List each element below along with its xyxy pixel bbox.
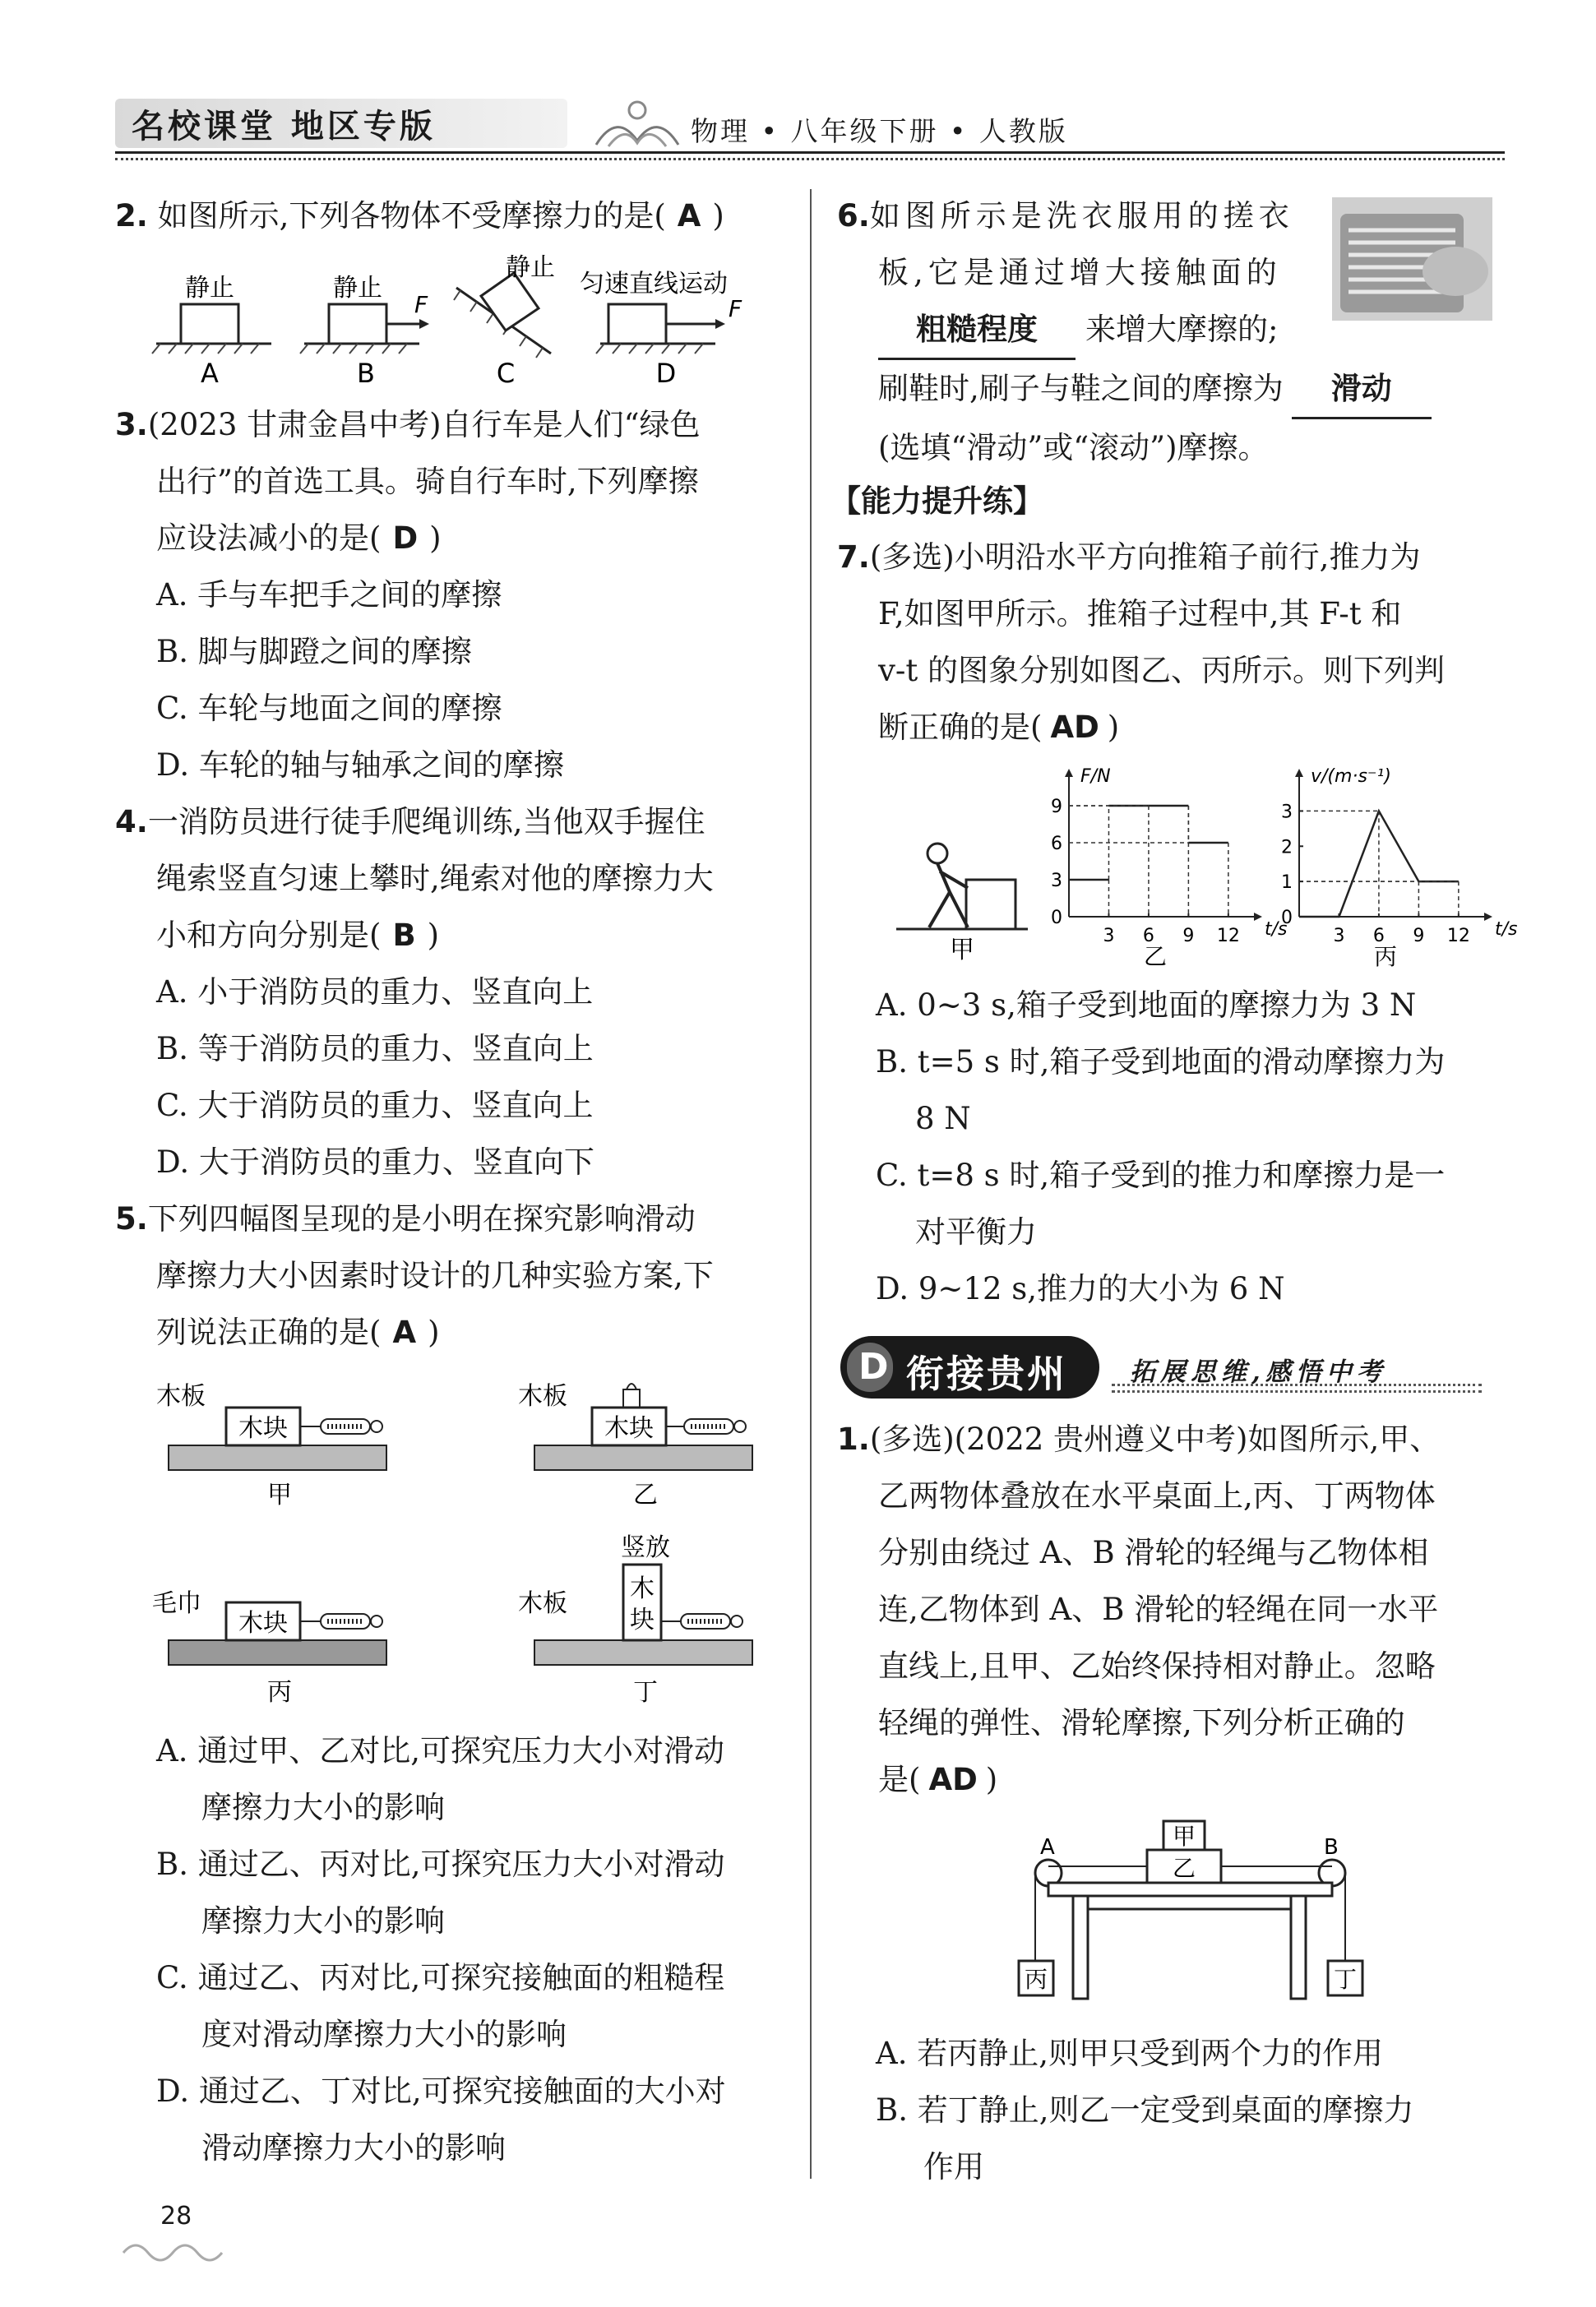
q2-block-d	[608, 304, 666, 344]
q2-caption-c: C	[496, 358, 516, 389]
d1-line3: 分别由绕过 A、B 滑轮的轻绳与乙物体相	[878, 1535, 1429, 1570]
q5-block-label-jia: 木块	[238, 1414, 288, 1443]
q3-number: 3.	[115, 407, 148, 442]
d1-block-ding-label: 丁	[1333, 1966, 1358, 1993]
q5-line2: 摩擦力大小因素时设计的几种实验方案,下	[156, 1258, 714, 1293]
chart-bing-x-arrow	[1484, 913, 1492, 921]
q5-line3: 列说法正确的是(	[156, 1315, 382, 1350]
q6-number: 6.	[837, 198, 870, 233]
q7-chart-bing	[1266, 766, 1518, 970]
d1-line1: (多选)(2022 贵州遵义中考)如图所示,甲、	[869, 1422, 1441, 1457]
d1-line5: 直线上,且甲、乙始终保持相对静止。忽略	[878, 1648, 1436, 1684]
section-ability: 【能力提升练】	[830, 483, 1043, 519]
q5-close: )	[428, 1315, 440, 1350]
q5-option-a-cont: 摩擦力大小的影响	[201, 1790, 445, 1825]
q2-figure	[148, 251, 789, 391]
chart-bing-x-tick: 12	[1446, 926, 1470, 946]
q7-option-b: B. t=5 s 时,箱子受到地面的滑动摩擦力为	[876, 1044, 1446, 1080]
q5-towel-label-bing: 毛巾	[152, 1589, 201, 1618]
q4-option-b: B. 等于消防员的重力、竖直向上	[156, 1031, 594, 1066]
chart-yi-y-arrow	[1065, 769, 1073, 777]
page-ornament-icon	[119, 2236, 243, 2261]
chart-yi-y-label: F/N	[1080, 766, 1111, 787]
chart-yi-x-tick: 6	[1142, 926, 1154, 946]
page-number: 28	[160, 2202, 192, 2231]
section-d-banner	[840, 1336, 1465, 1399]
d1-block-jia-label: 甲	[1172, 1823, 1196, 1850]
q5-caption-bing: 丙	[267, 1678, 292, 1707]
d1-option-a: A. 若丙静止,则甲只受到两个力的作用	[876, 2036, 1384, 2071]
q5-board-label-ding: 木板	[518, 1589, 567, 1618]
d1-answer: AD	[928, 1762, 978, 1797]
q5-option-d: D. 通过乙、丁对比,可探究接触面的大小对	[156, 2074, 726, 2109]
q4-option-d: D. 大于消防员的重力、竖直向下	[156, 1144, 594, 1180]
q5-option-b: B. 通过乙、丙对比,可探究压力大小对滑动	[156, 1847, 725, 1882]
q7-person-body	[929, 863, 968, 927]
chart-yi-x-tick: 3	[1103, 926, 1115, 946]
d1-block	[837, 1411, 1440, 1808]
q7-line1: (多选)小明沿水平方向推箱子前行,推力为	[869, 539, 1421, 575]
d1-pulley-b-label: B	[1324, 1835, 1339, 1860]
q5-figure	[148, 1365, 806, 1718]
chart-bing-y-tick: 0	[1281, 908, 1293, 928]
q5-block-label-bing: 木块	[238, 1609, 288, 1638]
q5-board-label-yi: 木板	[518, 1382, 567, 1411]
q2-force-b: F	[414, 291, 428, 318]
chart-yi-x-arrow	[1254, 913, 1262, 921]
q7-option-d: D. 9~12 s,推力的大小为 6 N	[876, 1271, 1285, 1306]
q6-blank1: 粗糙程度	[878, 301, 1076, 360]
d1-table-top	[1048, 1883, 1332, 1896]
q3-option-c: C. 车轮与地面之间的摩擦	[156, 691, 502, 726]
q4-option-c: C. 大于消防员的重力、竖直向上	[156, 1088, 594, 1123]
q5-board-ding	[534, 1640, 752, 1665]
q7-block	[837, 529, 1445, 756]
q7-caption-jia: 甲	[950, 936, 974, 964]
chart-bing-y-label: v/(m·s⁻¹)	[1311, 766, 1391, 787]
q3-option-a: A. 手与车把手之间的摩擦	[156, 577, 502, 613]
q5-caption-yi: 乙	[633, 1481, 658, 1509]
q5-option-a: A. 通过甲、乙对比,可探究压力大小对滑动	[156, 1733, 725, 1768]
chart-yi-caption: 乙	[1143, 943, 1168, 970]
q5-option-c: C. 通过乙、丙对比,可探究接触面的粗糙程	[156, 1960, 725, 1995]
q4-option-a: A. 小于消防员的重力、竖直向上	[156, 974, 594, 1010]
chart-yi-x-tick: 9	[1182, 926, 1195, 946]
washboard-photo	[1332, 197, 1492, 321]
chart-bing-y-arrow	[1295, 769, 1303, 777]
d1-number: 1.	[837, 1422, 870, 1457]
d1-line6: 轻绳的弹性、滑轮摩擦,下列分析正确的	[878, 1705, 1405, 1741]
q2-label-b: 静止	[333, 274, 382, 303]
q5-caption-jia: 甲	[267, 1481, 292, 1509]
q6-blank2: 滑动	[1292, 360, 1432, 419]
q7-line2: F,如图甲所示。推箱子过程中,其 F-t 和	[878, 596, 1402, 631]
d1-option-b-cont: 作用	[923, 2149, 984, 2184]
q5-board-jia	[169, 1445, 386, 1470]
chart-bing-x-tick: 3	[1333, 926, 1345, 946]
d1-close: )	[985, 1762, 998, 1797]
q2-stem	[115, 187, 724, 244]
q7-line4: 断正确的是(	[878, 710, 1043, 745]
q2-text: 如图所示,下列各物体不受摩擦力的是(	[157, 198, 666, 233]
q4-close: )	[427, 918, 440, 953]
chart-bing-y-tick: 1	[1281, 872, 1293, 894]
q2-hatch-a	[152, 344, 259, 354]
q5-block-label-ding-1: 木	[630, 1574, 655, 1603]
q4-line2: 绳索竖直匀速上攀时,绳索对他的摩擦力大	[156, 861, 714, 896]
section-d-slogan: 拓展思维,感悟中考	[1130, 1357, 1387, 1387]
q5-block-label-yi: 木块	[604, 1414, 654, 1443]
d1-line2: 乙两物体叠放在水平桌面上,丙、丁两物体	[878, 1478, 1436, 1514]
q5-options	[156, 1722, 726, 2176]
section-d-title: 衔接贵州	[906, 1352, 1067, 1396]
chart-yi-x-tick: 12	[1216, 926, 1240, 946]
q4-line1: 一消防员进行徒手爬绳训练,当他双手握住	[147, 804, 705, 839]
q5-line1: 下列四幅图呈现的是小明在探究影响滑动	[147, 1201, 696, 1237]
q5-number: 5.	[115, 1201, 148, 1237]
chart-yi-y-tick: 0	[1051, 908, 1062, 928]
q7-figure-jia	[892, 830, 1032, 966]
chart-yi-y-tick: 6	[1051, 834, 1062, 854]
chart-bing-x-label: t/s	[1495, 919, 1518, 940]
q5-board-bing	[169, 1640, 386, 1665]
q5-board-label-jia: 木板	[156, 1382, 206, 1411]
q3-block	[115, 396, 701, 793]
q7-option-c: C. t=8 s 时,箱子受到的推力和摩擦力是一	[876, 1158, 1446, 1193]
q4-answer: B	[392, 918, 416, 953]
d1-block-bing-label: 丙	[1024, 1966, 1048, 1993]
d1-line7: 是(	[878, 1762, 921, 1797]
q2-number: 2.	[115, 198, 148, 233]
q3-line2: 出行”的首选工具。骑自行车时,下列摩擦	[156, 464, 699, 499]
q7-answer: AD	[1050, 710, 1099, 745]
section-d-letter: D	[858, 1346, 889, 1388]
section-d-rule-2	[1112, 1390, 1482, 1393]
q7-option-a: A. 0~3 s,箱子受到地面的摩擦力为 3 N	[876, 987, 1417, 1023]
q5-block-label-ding-2: 块	[630, 1606, 655, 1634]
q2-label-a: 静止	[185, 274, 234, 303]
q5-answer: A	[392, 1315, 417, 1350]
q7-line3: v-t 的图象分别如图乙、丙所示。则下列判	[878, 653, 1446, 688]
q3-line1: (2023 甘肃金昌中考)自行车是人们“绿色	[147, 407, 701, 442]
header-ornament-icon	[592, 95, 682, 153]
q7-close: )	[1107, 710, 1120, 745]
q2-label-d: 匀速直线运动	[580, 270, 728, 298]
chart-bing-x-tick: 6	[1372, 926, 1385, 946]
q5-stem	[115, 1190, 714, 1361]
q2-caption-a: A	[201, 358, 219, 389]
d1-table-leg-left	[1073, 1896, 1088, 1999]
chart-bing-caption: 丙	[1373, 943, 1398, 970]
chart-yi-y-tick: 3	[1051, 871, 1062, 891]
q5-upright-label: 竖放	[621, 1533, 670, 1562]
q7-box	[966, 880, 1015, 929]
q4-line3: 小和方向分别是(	[156, 918, 382, 953]
q3-line3: 应设法减小的是(	[156, 520, 382, 556]
column-divider	[810, 189, 812, 2179]
q2-block-b	[329, 304, 386, 344]
header	[115, 92, 1505, 158]
d1-block-yi-label: 乙	[1172, 1855, 1196, 1882]
q7-option-b-cont: 8 N	[915, 1101, 971, 1136]
header-rule	[115, 151, 1505, 154]
d1-pulley-a-label: A	[1040, 1835, 1055, 1860]
d1-options	[876, 2025, 1413, 2195]
q7-options	[876, 977, 1445, 1317]
d1-line4: 连,乙物体到 A、B 滑轮的轻绳在同一水平	[878, 1592, 1439, 1627]
q5-caption-ding: 丁	[633, 1678, 658, 1707]
q7-person-head	[928, 844, 947, 863]
q5-option-b-cont: 摩擦力大小的影响	[201, 1903, 445, 1939]
header-rule-dotted	[115, 158, 1505, 160]
q7-number: 7.	[837, 539, 870, 575]
q5-weight-yi	[623, 1389, 640, 1408]
q3-option-b: B. 脚与脚蹬之间的摩擦	[156, 634, 472, 669]
q2-close: )	[712, 198, 724, 233]
q6-line5: (选填“滑动”或“滚动”)摩擦。	[878, 430, 1269, 465]
q3-answer: D	[392, 520, 419, 556]
q6-line4: 刷鞋时,刷子与鞋之间的摩擦为	[878, 371, 1284, 406]
q6-line2: 板,它是通过增大接触面的	[878, 255, 1282, 290]
q5-board-yi	[534, 1445, 752, 1470]
chart-bing-y-tick: 3	[1281, 802, 1293, 823]
q6-line1: 如图所示是洗衣服用的搓衣	[869, 198, 1294, 233]
chart-bing-x-tick: 9	[1413, 926, 1425, 946]
chart-yi-y-tick: 9	[1051, 797, 1062, 817]
d1-figure	[1007, 1817, 1369, 2014]
q6-line3: 来增大摩擦的;	[1085, 312, 1279, 347]
header-series: 名校课堂 地区专版	[132, 108, 436, 146]
q2-label-c: 静止	[506, 253, 555, 282]
q5-option-c-cont: 度对滑动摩擦力大小的影响	[201, 2017, 567, 2052]
q2-caption-b: B	[357, 358, 375, 389]
d1-table-leg-right	[1291, 1896, 1306, 1999]
q7-chart-yi	[1036, 766, 1288, 970]
chart-yi-x-label: t/s	[1265, 919, 1288, 940]
q2-caption-d: D	[655, 358, 677, 389]
q4-block	[115, 793, 714, 1190]
q2-answer: A	[677, 198, 701, 233]
section-d-rule	[1112, 1384, 1482, 1386]
d1-option-b: B. 若丁静止,则乙一定受到桌面的摩擦力	[876, 2092, 1414, 2128]
q3-close: )	[429, 520, 442, 556]
q2-block-a	[181, 304, 238, 344]
header-subject: 物理 • 八年级下册 • 人教版	[691, 115, 1068, 147]
q3-option-d: D. 车轮的轴与轴承之间的摩擦	[156, 747, 564, 783]
q4-number: 4.	[115, 804, 148, 839]
chart-bing-y-tick: 2	[1281, 837, 1293, 858]
q2-force-d: F	[729, 295, 742, 322]
q5-option-d-cont: 滑动摩擦力大小的影响	[201, 2130, 506, 2166]
q7-option-c-cont: 对平衡力	[915, 1214, 1037, 1250]
